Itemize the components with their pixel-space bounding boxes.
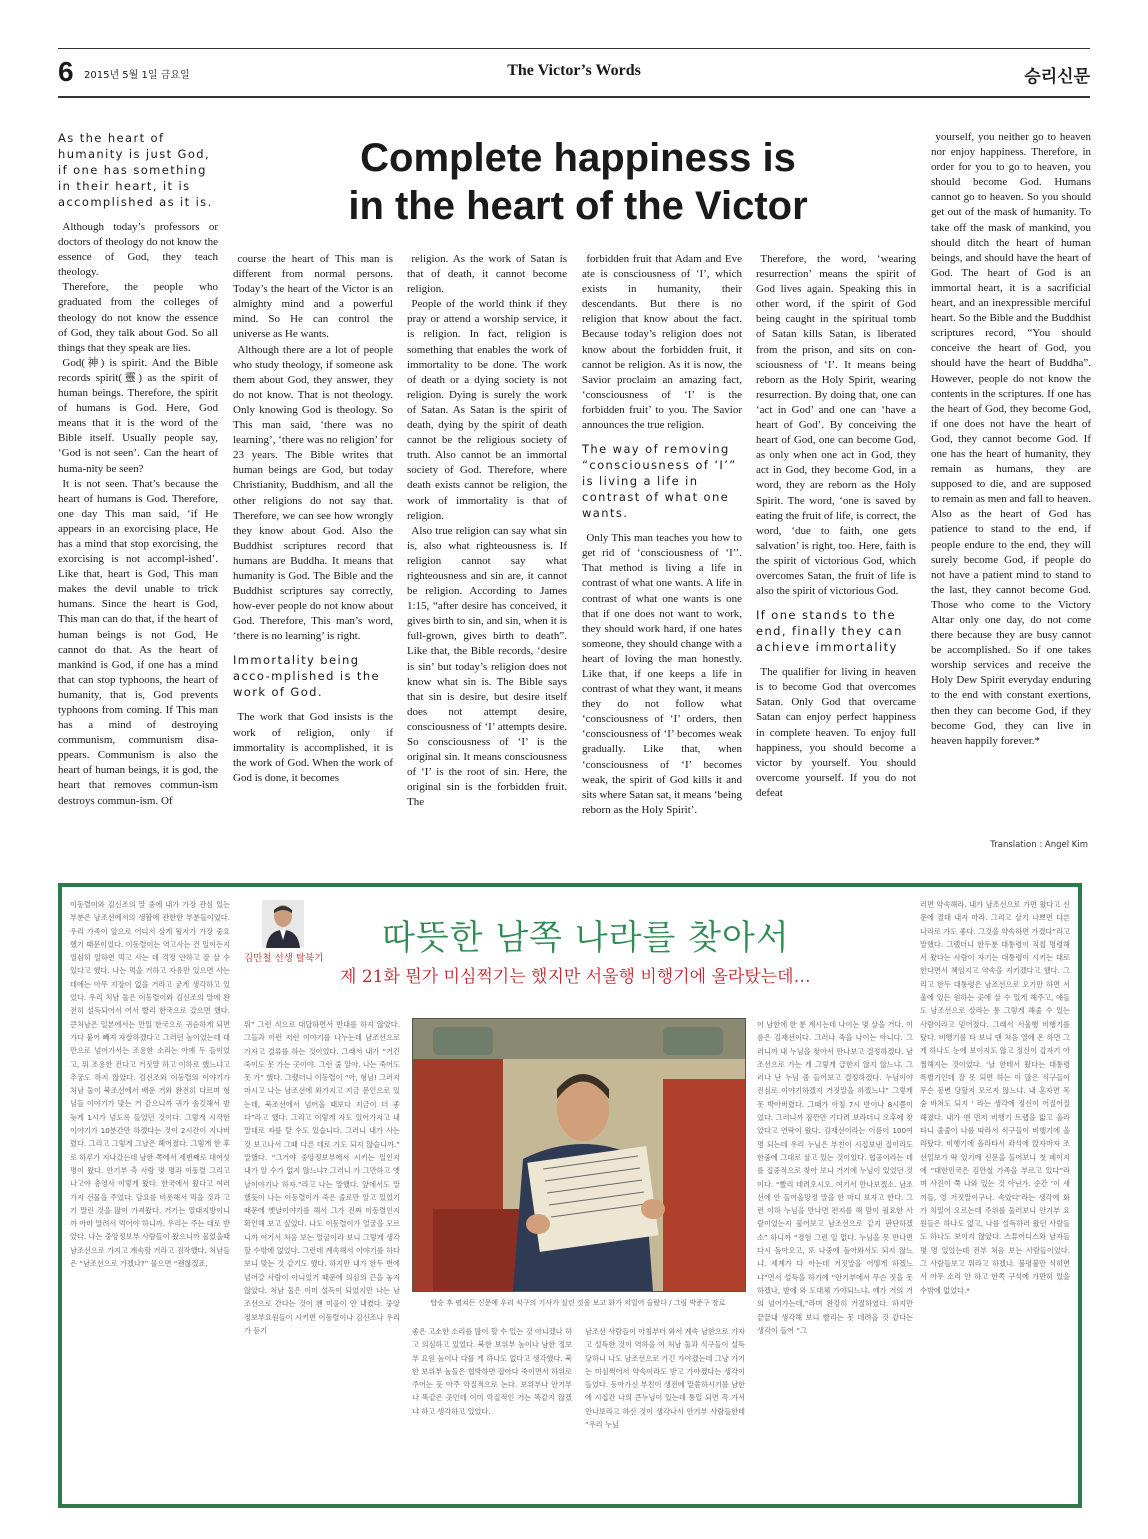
author-byline: 김만철 선생 탈북기 [244,953,324,964]
paragraph: forbidden fruit that Adam and Eve ate is consciousness of ‘I’, which exists in humanity, their descendants. But there is no religion that know about the fact. Because today’s religion does not know about the forbidden fruit, it cannot be religion. As it is now, the Savior proclaim an amazing fact, ‘consciousness of ‘I’ is the forbidden fruit’ to you. The Savior announces the true religion. [582,253,742,432]
paragraph: course the heart of This man is different from normal persons. Today’s the heart of the Victor is an almighty mind and a powerful mind. So He can control the universe as He wants. [233,253,393,341]
paragraph: Although there are a lot of people who study theology, if someone ask them about God, they answer, they do not know. That is not theology. Only knowing God is theology. So This man said, ‘there was no learning’, ‘there was no religion’ for 23 years. The Bible writes that human beings are God, but today Christianity, Buddhism, and all the other religions do not say that. Therefore, we can see how wrongly they know about God. Also the Buddhist scriptures record that humans are Buddha. It means that humanity is God. The Bible and the Buddhist scriptures say correctly, how-ever people do not know about God. Therefore, This man’s word, ‘there is no learning’ is right. [233,343,393,643]
author-portrait [262,900,304,948]
headline [300,134,856,230]
korean-column-2: 뭐” 그런 식으로 대답하면서 반대를 하지 않았다. 그들과 이런 저런 이야기를 나누는데 남조선으로 가자고 결류를 하는 것이었다. 그래서 내가 “거긴 죽이도 못 가는 곳이야. 그런 줄 알아. 나는 죽어도 못 가” 했다. 그랬더니 이동렬이 “아, 형님! 그러지 마시고 나는 남조선에 와가지고 지금 문인으로 있는데, 북조선에서 넘어올 때보다 지금이 더 좋다”라고 했다. 그리고 이렇게 자도 있어가지고 내 말대로 자를 탈 수도 있습니다. 그러니 내가 사는 것 보고나서 그때 다른 데로 가도 되지 않습니까.” 말했다. “그거야 중앙정보부에서 시키는 일인지 내가 알 수가 없지 않느냐? 그러니 가 그만하고 옛날이야기나 하자.”라고 나는 말했다. 앞에서도 말했듯이 나는 이동렬이가 죽은 줄로만 알고 있었기 때문에 옛날이야기를 해서 그가 진짜 이동렬인지 확인해 보고 싶었다. 나도 이동렬이가 얼굴을 모르니까 여기서 처음 보는 얼굴이라 보니 그렇게 생각할 수밖에 없었다. 그런데 계속해서 이야기를 하다 보니 맞는 것 같기도 했다. 하지만 내가 한두 번에 넘어갈 사람이 아니었기 때문에 의심의 끈을 놓지 않았다. 처남 둘은 이미 설득이 되었지만 나는 남조선으로 간다는 것이 왠 미음이 안 내켰다. 중앙정보부요원들이 시키면 이동렬이나 김신조나 우리가 듣기 [244,1020,400,1335]
column-5-body [756,252,916,599]
section-title: The Victor’s Words [507,62,641,79]
korean-column-6: 러면 약속해라. 내가 남조선으로 가면 왔다고 신문에 절대 내지 마라. 그리고 살기 나쁘면 다른 나라로 가도 좋다. 그것을 약속하면 가겠다”라고 말했다. 그랬더니 한두분 대통령이 직접 명령해서 왔다는 사람이 자기는 대통령이 시키는 대로 한다면서 책임지고 약속을 지키겠다고 했다. 그리고 한두 대통령은 남조선으로 오기만 하면 서울에 있든 원하는 곳에 살 수 있게 해주고, 얘들도 남조선으로 살라는 통 그렇게 해줄 수 있는 사람이라고 믿어졌다. 그래서 서울행 비행기를 탔다. 비행기를 타 보니 맨 처음 열에 온 하면 그게 하나도 눈에 보이지도 않고 정신이 갑자기 아찔해지는 것이었다. ‘날 한테서 왔다는 대통령 특별기인데 잘 못 되면 하는 이 많은 식구들이 무슨 봉변 당할지 모르지 않느냐. 내 혼자면 목숨 바쳐도 되지 ’ 라는 생각에 정신이 어질어질해졌다. 내가 앤 먼저 비행기 트랩을 밟고 올라타니 줄줄이 나를 따라서 식구들이 비행기에 올라탔다. 비행기에 올라타서 좌석에 앉자마자 조선일보가 딱 있기에 신문을 들어보니 첫 페이지에 “대한민국은 김만철 가족을 부르고 있다”라며 사진이 쭉 나와 있는 것 아닌가. 순간 ‘이 새끼들, 영 거짓말이구나. 속았다’라는 생각에 화가 치밀어 오르는데 주위를 둘러보니 안기부 요원들은 하나도 없고, 나를 설득하러 왔던 사람들도 하나도 보이지 않았다. 스튜어디스와 남자들 몇 명 있었는데 전부 처음 보는 사람들이었다. 그 사람들보고 뭐라고 하겠나. 불평불만 식히면서 아무 소리 안 하고 한쪽 구석에 가만히 있을 수밖에 없었다.* [920,900,1070,1295]
paragraph: People of the world think if they pray or attend a worship service, it is religion. In fact, religion is something that enables the work of immortality to be done. The work of death or a dying society is not religion. Dying is surely the work of Satan. As Satan is the spirit of death, dying by the spirit of death cannot be the religious society of truth. Also cannot be an immortal society of God. Therefore, where death exists cannot be religion, the work of immortality is that of religion. [407,298,567,522]
illustration-caption: 탑승 후 펼쳐든 신문에 우리 식구의 기사가 실린 것을 보고 화가 치밀어 올랐다 / 그림 박준구 장로 [430,1299,726,1307]
paragraph: God(神) is spirit. And the Bible records spirit(靈) as the spirit of human beings. Therefore, the spirit of humans is God. Here, God means that it is the word of the Bible itself. Usually people say, ‘God is not seen’. Can the heart of huma-nity be seen? [58,356,218,475]
header-top-rule [58,48,1090,49]
header-bottom-rule [58,96,1090,98]
illustration-painting [413,1019,745,1291]
page-number: 6 [58,56,74,87]
article-column-3 [407,252,567,852]
paragraph: Therefore, the people who graduated from the colleges of theology do not know the essence of God, they talk about God. So all things that they speak are lies. [58,281,218,354]
korean-column-5: 이 남한에 한 분 계시는데 나이는 몇 살을 거다. 이름은 김재선이다. 그러나 죽을 나이는 아니다. 그러니까 내 누님을 찾아서 만나보고 결정하겠다. 남조선으로 가는 게 그렇게 급한지 않지 않느냐. 그러나 난 누님 좀 들어보고 결정하겠다. 누님이야 진심로 이야기하겠지 거짓말을 하겠느냐” 그렇게 못 박아버렸다. 그때가 아침 7시 반이나 8시쯤이었다. 그러니까 잠깐만 기다려 보라더니 오후에 찾았다고 연락이 왔다. 김재선이라는 이름이 100여 명 되는데 우리 누님은 부친이 시집보낸 집이라도 한줌에 그대로 살고 있는 것이었다. 협공이라는 데를 집중적으로 찾아 보니 거기에 누님이 있었던 것이다. “빨리 데려오시오. 여기서 만나보겠소. 남조선에 안 들어올망정 말을 한 마디 보자고 한다. 그런 이하 누님을 만나면 편지를 해 맘이 필요한 사람이었는지 물어보고 남조선으로 같지 판단하겠소” 하니까 “경험 그런 일 없다. 누님을 못 만나면 다시 돌아오고, 또 나중에 돌아와서도 되지 않느냐. 세계가 다 아는데 거짓말을 어떻게 하겠느냐”면서 설득을 하기에 “안기부에서 무슨 짓을 못 하겠나, 밤에 와 도대체 가야되느냐. 얘가 거의 거의 넘어가는데,”라며 완강히 거절하였다. 하지만 끝끝내 생각해 보니 빨리는 못 데려올 것 같다는 생각이 들어 “그 [757,1020,913,1335]
paragraph: The qualifier for living in heaven is to become God that overcomes Satan. Only God that overcame Satan can enjoy perfect happiness in complete heaven. To enjoy full happiness, you should become a victor by yourself. You should overcome yourself. If you do not defeat [756,666,916,799]
article-column-1 [58,130,218,850]
page-header [58,48,1090,100]
illustration [412,1018,746,1292]
column-4-body-after [582,531,742,818]
issue-date: 2015년 5월 1일 금요일 [84,70,190,81]
article-column-5 [756,252,916,852]
headline-line-1: Complete happiness is [360,136,796,180]
paragraph: The work that God insists is the work of religion, only if immortality is accomplished, it is the work of God. When the work of God is done, it becomes [233,711,393,784]
column-1-body [58,220,218,809]
column-4-subhead: The way of removing “consciousness of ‘I’” is living a life in contrast of what one wants. [582,442,737,521]
column-5-subhead: If one stands to the end, finally they can achieve immortality [756,608,903,655]
paragraph: yourself, you neither go to heaven nor enjoy happiness. Therefore, in order for you to go to heaven, you should become God. Humans cannot go to heaven. So you should get out of the mask of humanity. To take off the mask of mankind, you should ditch the heart of human beings, and should have the heart of God. The heart of God is an immortal heart, it is a sacrificial heart, and an inexpressible merciful heart. So the Bible and the Buddhist scriptures record, “You should conceive the heart of God, you should have the heart of Buddha”. However, people do not know the contents in the scriptures. If one has the heart of God, they become God, if one does not have the heart of God, they cannot become God. If one has the heart of humanity, they remain as humans, they are supposed to die, and are supposed to remain as men and fall to heaven. Also as the heart of God has patience to stand to the end, if people endure to the end, they will surely become God, if people do not have a patient mind to stand to the last, they cannot become God. Those who come to the Victory Altar only one day, do not come there because they are busy cannot be accomplished. So if one takes worship services and receive the Holy Dew Spirit everyday enduring to the end with constant exertions, then they can become God, if they become God, they can live in heaven happily forever.* [931,131,1091,747]
korean-title: 따뜻한 남쪽 나라를 찾아서 [382,918,790,958]
paragraph: Therefore, the word, ‘wearing resurrection’ means the spirit of God lives again. Speaking this in other word, if the spirit of God being caught in the spiritual tomb of Satan kills Satan, is liberated from the prison, and sits on con-sciousness of ‘I’. It means being reborn as the Holy Spirit, wearing resurrection. By doing that, one can ‘act in God’ and one can ‘have a heart of God’. By conceiving the heart of God, one can become God, as only when one act in God, they act in God, they become God, in a word, they are reborn as the Holy Spirit. The word, ‘one is saved by eating the fruit of life, is correct, the word, ‘due to faith, one gets salvation’ is right, too. Here, faith is the spirit of victorious God, which overcomes Satan, the fruit of life is also the spirit of victorious God. [756,253,916,598]
article-lead: As the heart of humanity is just God, if one has something in their heart, it is accomplished as it is. [58,131,213,209]
paragraph: It is not seen. That’s because the heart of humans is God. Therefore, one day This man said, ‘if He appears in an exorcising place, He has a mind that stop exorcising, the exorcising is not accompl-ished’. Like that, heart is God, This man makes the devil unable to trick humans. Since the heart is God, This man can do that, if the heart of human beings is not God, He cannot do that. As the heart of mankind is God, if one has a mind that can stop typhoons, the heart of humanity, that is, God prevents typhoons from coming. If This man has a mind of destroying communism, communism disa-ppears. Communism is also the heart of human beings, it is god, the heart that removes commun-ism destroys commun-ism. Of [58,477,218,807]
paper-name: 승리신문 [1024,67,1090,87]
article-column-6 [931,130,1091,830]
korean-column-4: 남조선 사람들이 아침부터 와서 계속 남한으로 가자고 설득한 것이 역하을 여 처남 둘과 식구들이 설득당하니 나도 남조선으로 가긴 가야겠는데 그냥 가기는 미심쩍어서 약속이라도 받고 가야겠다는 생각이 들었다. 동아가신 부친이 생전에 말씀하시기를 남한에 시집간 나의 큰누님이 있는데 통일 되면 꼭 가서 만나보라고 하신 것이 생각나서 안기부 사람들한테 “우리 누님 [585,1327,745,1430]
column-2-body-after [233,710,393,785]
translation-credit: Translation : Angel Kim [990,840,1088,850]
column-5-body-after [756,665,916,801]
korean-column-1: 이동렬이와 김신조의 말 중에 내가 가장 관심 있는 부분은 남조선에서의 생활에 관한한 부분들이었다. 우리 가족이 앞으로 어디서 살게 될지가 가장 중요했기 때문이었다. 이동렬이는 역고사는 건 일이든지 열심히 일하면 먹고 사는 데 걱정 안하고 잘 살 수 있다고 했다. 나는 먹을 거하고 자유만 있으면 사는 데에는 아무 지장이 없을 거라고 굳게 생각하고 있었다. 우리 처남 둘은 이동렬이와 김신조의 말에 완전히 설득되어서 어서 빨리 한국으로 갔으면 했다. 큰처남은 일본에서는 만일 한국으로 귀순하게 되면 가다 붙어 빼져 자살하겠다고 그러던 놈이었는데 대만으로 넘어가서는 조용한 소리는 아예 두 들이었고, 뭐 조용한 건다고 거짓말 하고 이하로 했느냐고 추궁도 하지 않았다. 김신조와 이동렬의 이야기가 처남 둘이 북조선에서 배운 거와 완전히 다르며 형님들 이야기가 맞는 거 같으니까 귀가 솔깃해서 밤늦게 1시가 넘도록 들었던 것이다. 그렇게 시작한 이야기가 10분간만 하겠다는 것이 2시간이 지나버렸다. 그리고 그렇게 그날은 헤어졌다. 그렇게 한 후로 하루가 지나갔는데 남한 쪽에서 세번째로 대여섯 명이 왔다. 안기부 측 사람 몇 명과 이동렬 그리고 나고야 총영사 이렇게 왔다. 한국에서 왔다고 여러 가지 선물을 주었다. 담요를 비롯해서 먹을 것과 고기 말린 것을 많이 가져왔다. 거기는 열대지방이니까 아마 말려서 먹어야 하니까. 우리는 주는 대로 받았다. 나는 중앙정보부 사람들이 왔으니까 물었을때 남조선으로 가지고 계속할 거라고 짐작했다. 처남들은 “남조선으로 가겠나?” 물으면 “괜찮겠죠, [70,900,230,1269]
column-4-body [582,252,742,433]
headline-line-2: in the heart of the Victor [348,184,808,228]
column-6-body [931,130,1091,749]
paragraph: religion. As the work of Satan is that of death, it cannot become religion. [407,253,567,296]
article-column-2 [233,252,393,852]
korean-subtitle: 제 21화 뭔가 미심쩍기는 했지만 서울행 비행기에 올라탔는데… [340,967,811,987]
paragraph: Also true religion can say what sin is, also what righteousness is. If religion cannot say what righteousness and sin are, it cannot be religion. According to James 1:15, “after desire has conceived, it gives birth to sin, and sin, when it is full-grown, gives birth to death”. Like that, the Bible records, ‘desire is sin’ but today’s religion does not know what sin is. The Bible says that sin is desire, but desire itself does not attempt desire, consciousness of ‘I’ attempts desire. So consciousness of ‘I’ is the original sin. It means consciousness of ‘I’ is the root of sin. Here, the original sin is the forbidden fruit. The [407,524,567,809]
column-3-body [407,252,567,810]
article-column-4 [582,252,742,852]
column-2-body [233,252,393,644]
paragraph: Only This man teaches you how to get rid of ‘consciousness of ‘I’’. That method is living a life in contrast of what one wants. A life in contrast of what one wants is one that if one does not want to work, they should work hard, if one hates someone, they should change with a heart of loving the man honestly. Like that, if one keeps a life in contrast of what they want, it means they do not follow what ‘consciousness of ‘I’ orders, then ‘consciousness of ‘I’ becomes weak gradually. Like that, when ‘consciousness of ‘I’ becomes weak, the spirit of God kills it and sits where Satan sat, it means ‘being reborn as the Holy Spirit’. [582,532,742,816]
korean-column-3: 좋은 고소한 소리를 많이 할 수 있는 것 아니겠나 하고 의심하고 있었다. 북한 보위부 놈이나 남한 정보부 요원 놈이나 다를 게 하나도 없다고 생각했다. 북한 보위부 놈들은 협박하면 잡아다 죽이면서 하위로 주어는 듯 아주 악질적으로 논다. 보위부나 안기부나 똑같은 곳인데 이미 악질적인 거는 똑같지 않겠냐 하고 생각하고 있었다. [412,1327,572,1416]
column-2-subhead: Immortality being acco-mplished is the work of God. [233,653,381,700]
paragraph: Although today’s professors or doctors of theology do not know the essence of God, they teach theology. [58,221,218,279]
